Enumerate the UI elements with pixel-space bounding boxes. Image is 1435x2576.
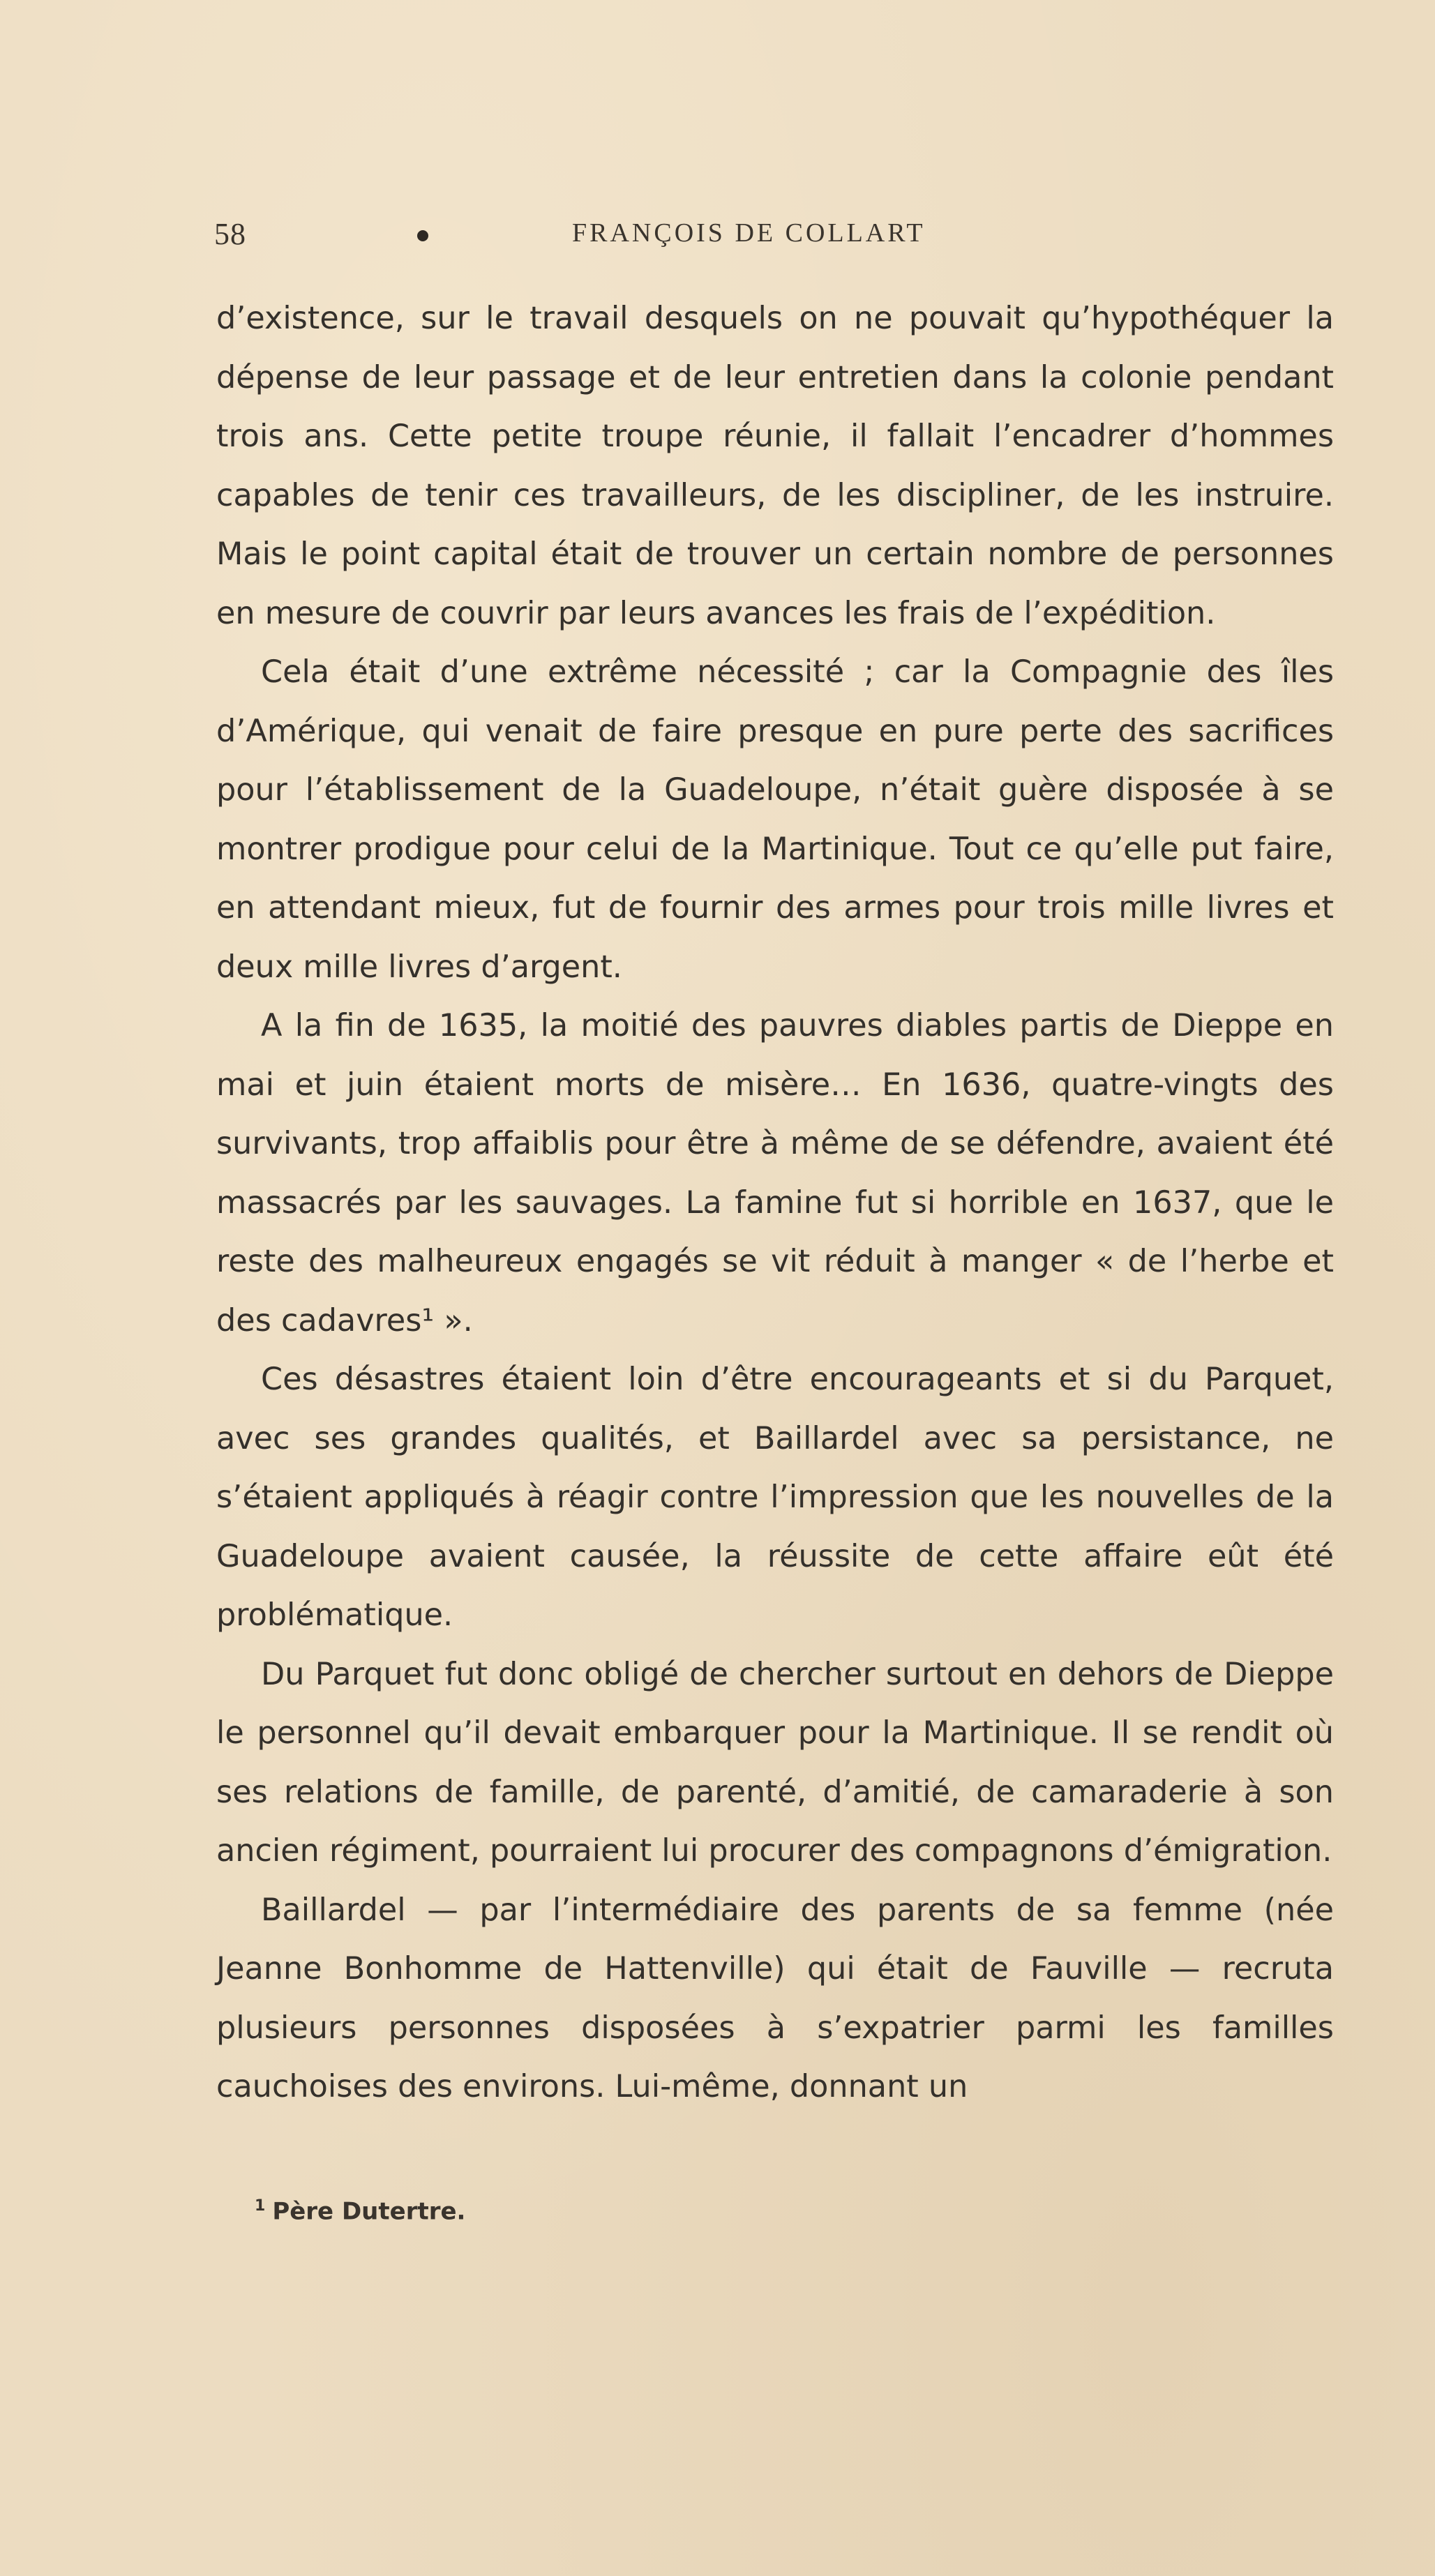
footnote-mark: 1: [255, 2197, 266, 2215]
paragraph-2: Cela était d’une extrême nécessité ; car la Compagnie des îles d’Amérique, qui venait de faire presque en pure perte des sacrifices pour l’établissement de la Guadeloupe, n’était guère disposée à se montrer prodigue pour celui de la Martinique. Tout ce qu’elle put faire, en attendant mieux, fut de fournir des armes pour trois mille livres et deux mille livres d’argent.: [216, 654, 1334, 985]
paragraph-4: Ces désastres étaient loin d’être encourageants et si du Parquet, avec ses grandes qualités, et Baillardel avec sa persistance, ne s’étaient appliqués à réagir contre l’impression que les nouvelles de la Guadeloupe avaient causée, la réussite de cette affaire eût été problématique.: [216, 1362, 1334, 1633]
footnote-text: Père Dutertre.: [272, 2197, 466, 2226]
footnote: [255, 2197, 465, 2225]
body-text: [216, 289, 1334, 2117]
paragraph-3: A la fin de 1635, la moitié des pauvres diables partis de Dieppe en mai et juin étaient morts de misère… En 1636, quatre-vingts des survivants, trop affaiblis pour être à même de se défendre, avaient été massacrés par les sauvages. La famine fut si horrible en 1637, que le reste des malheureux engagés se vit réduit à manger « de l’herbe et des cadavres¹ ».: [216, 1008, 1334, 1339]
running-title: FRANÇOIS DE COLLART: [572, 218, 926, 248]
page-number: 58: [214, 217, 246, 251]
paragraph-5: Du Parquet fut donc obligé de chercher surtout en dehors de Dieppe le personnel qu’il devait embarquer pour la Martinique. Il se rendit où ses relations de famille, de parenté, d’amitié, de camaraderie à son ancien régiment, pourraient lui procurer des compagnons d’émigration.: [216, 1656, 1334, 1869]
paragraph-1: d’existence, sur le travail desquels on ne pouvait qu’hypothéquer la dépense de leur passage et de leur entretien dans la colonie pendant trois ans. Cette petite troupe réunie, il fallait l’encadrer d’hommes capables de tenir ces travailleurs, de les discipliner, de les instruire. Mais le point capital était de trouver un certain nombre de personnes en mesure de couvrir par leurs avances les frais de l’expédition.: [216, 301, 1334, 631]
paragraph-6: Baillardel — par l’intermédiaire des parents de sa femme (née Jeanne Bonhomme de Hattenville) qui était de Fauville — recruta plusieurs personnes disposées à s’expatrier parmi les familles cauchoises des environs. Lui-même, donnant un: [216, 1892, 1334, 2104]
running-head: [0, 209, 1435, 258]
bullet-ornament: [417, 230, 428, 241]
